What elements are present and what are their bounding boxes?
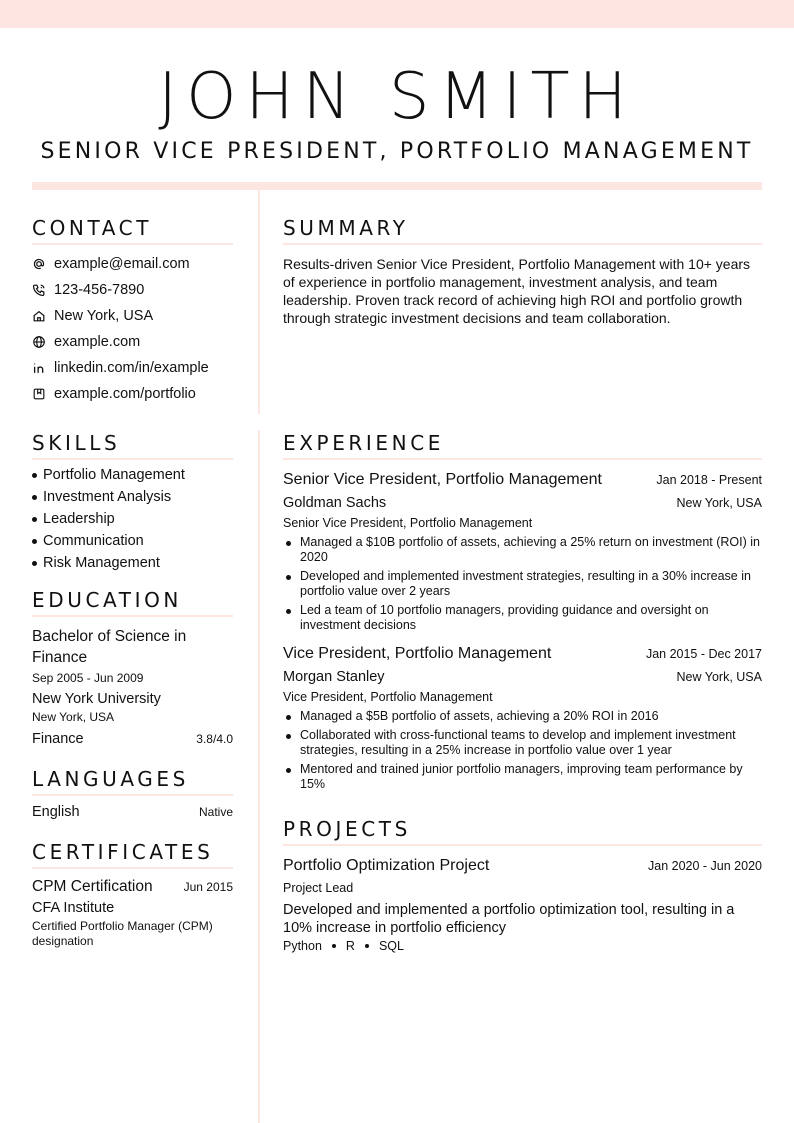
job-company-row	[283, 667, 762, 687]
project-tag: SQL	[378, 939, 404, 953]
bullet-icon	[32, 517, 37, 522]
project-role: Project Lead	[283, 881, 354, 895]
project-name: Portfolio Optimization Project	[283, 857, 490, 874]
job-bullet: Led a team of 10 portfolio managers, providing guidance and oversight on investment decisions	[283, 603, 762, 633]
language-level: Native	[198, 805, 233, 819]
experience-title: EXPERIENCE	[283, 431, 762, 460]
certificate-name: CPM Certification	[32, 878, 153, 895]
job-dates: Jan 2018 - Present	[656, 473, 762, 487]
contact-email[interactable]	[32, 251, 233, 277]
job-location: New York, USA	[676, 496, 762, 510]
job-entry	[283, 469, 762, 633]
education-field: Finance	[32, 731, 84, 747]
languages-section	[32, 767, 233, 820]
job-subtitle: Senior Vice President, Portfolio Management	[283, 516, 533, 530]
language-row	[32, 804, 233, 820]
education-school: New York University	[32, 691, 161, 707]
contact-linkedin-text: linkedin.com/in/example	[54, 360, 209, 376]
job-location: New York, USA	[676, 670, 762, 684]
language-name: English	[32, 804, 80, 820]
bullet-icon	[365, 944, 369, 948]
candidate-name: JOHN SMITH	[158, 60, 636, 134]
certificate-issuer: CFA Institute	[32, 900, 115, 916]
bullet-icon	[32, 495, 37, 500]
contact-title: CONTACT	[32, 216, 233, 245]
contact-location-text: New York, USA	[54, 308, 154, 324]
languages-title: LANGUAGES	[32, 767, 233, 796]
bullet-icon	[32, 473, 37, 478]
certificates-section	[32, 840, 233, 949]
job-subtitle: Vice President, Portfolio Management	[283, 690, 493, 704]
column-divider-top	[258, 190, 260, 414]
projects-section	[283, 817, 762, 953]
linkedin-icon	[32, 361, 46, 375]
skill-item: Leadership	[32, 508, 233, 530]
job-bullets	[283, 535, 762, 633]
bullet-icon	[32, 561, 37, 566]
contact-section	[32, 216, 233, 407]
portfolio-icon	[32, 387, 46, 401]
globe-icon	[32, 335, 46, 349]
contact-linkedin[interactable]	[32, 355, 233, 381]
summary-title: SUMMARY	[283, 216, 762, 245]
contact-website[interactable]	[32, 329, 233, 355]
contact-email-text: example@email.com	[54, 256, 190, 272]
skill-item: Risk Management	[32, 552, 233, 574]
header-divider	[32, 182, 762, 190]
certificate-row	[32, 878, 233, 896]
job-header	[283, 469, 762, 491]
job-entry	[283, 643, 762, 792]
skills-section	[32, 431, 233, 574]
job-bullet: Mentored and trained junior portfolio managers, improving team performance by 15%	[283, 762, 762, 792]
job-bullet: Developed and implemented investment strategies, resulting in a 30% increase in portfolio value over 2 years	[283, 569, 762, 599]
column-divider-bottom	[258, 430, 260, 1123]
experience-section	[283, 431, 762, 796]
project-tag: Python	[283, 939, 322, 953]
bullet-icon	[332, 944, 336, 948]
job-company-row	[283, 493, 762, 513]
job-bullet: Managed a $10B portfolio of assets, achieving a 25% return on investment (ROI) in 2020	[283, 535, 762, 565]
contact-portfolio-text: example.com/portfolio	[54, 386, 196, 402]
contact-portfolio[interactable]	[32, 381, 233, 407]
contact-list	[32, 251, 233, 407]
summary-section	[283, 216, 762, 327]
top-accent-bar	[0, 0, 794, 28]
candidate-role: SENIOR VICE PRESIDENT, PORTFOLIO MANAGEMENT	[40, 139, 754, 164]
education-section	[32, 588, 233, 747]
summary-text: Results-driven Senior Vice President, Portfolio Management with 10+ years of experience in portfolio management, investment analysis, and team leadership. Proven track record of achieving high ROI and portfolio growth through strategic investment decisions and team collaboration.	[283, 256, 751, 326]
education-degree: Bachelor of Science in Finance	[32, 628, 187, 666]
project-tags	[283, 939, 762, 953]
job-title: Vice President, Portfolio Management	[283, 645, 552, 662]
skill-item: Communication	[32, 530, 233, 552]
job-title: Senior Vice President, Portfolio Management	[283, 471, 602, 488]
project-description: Developed and implemented a portfolio optimization tool, resulting in a 10% increase in portfolio efficiency	[283, 902, 735, 936]
contact-phone-text: 123-456-7890	[54, 282, 145, 298]
contact-website-text: example.com	[54, 334, 141, 350]
education-location: New York, USA	[32, 710, 115, 724]
job-header	[283, 643, 762, 665]
education-gpa: 3.8/4.0	[196, 732, 233, 746]
certificate-description: Certified Portfolio Manager (CPM) designation	[32, 919, 213, 948]
job-bullet: Managed a $5B portfolio of assets, achieving a 20% ROI in 2016	[283, 709, 762, 724]
job-company: Morgan Stanley	[283, 669, 385, 685]
at-icon	[32, 257, 46, 271]
education-field-row	[32, 731, 233, 747]
certificates-title: CERTIFICATES	[32, 840, 233, 869]
skill-item: Portfolio Management	[32, 464, 233, 486]
contact-phone[interactable]	[32, 277, 233, 303]
job-bullets	[283, 709, 762, 792]
skill-item: Investment Analysis	[32, 486, 233, 508]
certificate-date: Jun 2015	[183, 880, 233, 894]
job-dates: Jan 2015 - Dec 2017	[645, 647, 762, 661]
job-company: Goldman Sachs	[283, 495, 387, 511]
home-icon	[32, 309, 46, 323]
bullet-icon	[32, 539, 37, 544]
project-dates: Jan 2020 - Jun 2020	[648, 859, 762, 873]
phone-icon	[32, 283, 46, 297]
projects-title: PROJECTS	[283, 817, 762, 846]
contact-location	[32, 303, 233, 329]
project-tag: R	[345, 939, 355, 953]
education-dates: Sep 2005 - Jun 2009	[32, 671, 144, 685]
skills-list	[32, 464, 233, 574]
skills-title: SKILLS	[32, 431, 233, 460]
education-title: EDUCATION	[32, 588, 233, 617]
project-header	[283, 855, 762, 877]
job-bullet: Collaborated with cross-functional teams to develop and implement investment strategies, resulting in a 25% increase in portfolio value over 1 year	[283, 728, 762, 758]
